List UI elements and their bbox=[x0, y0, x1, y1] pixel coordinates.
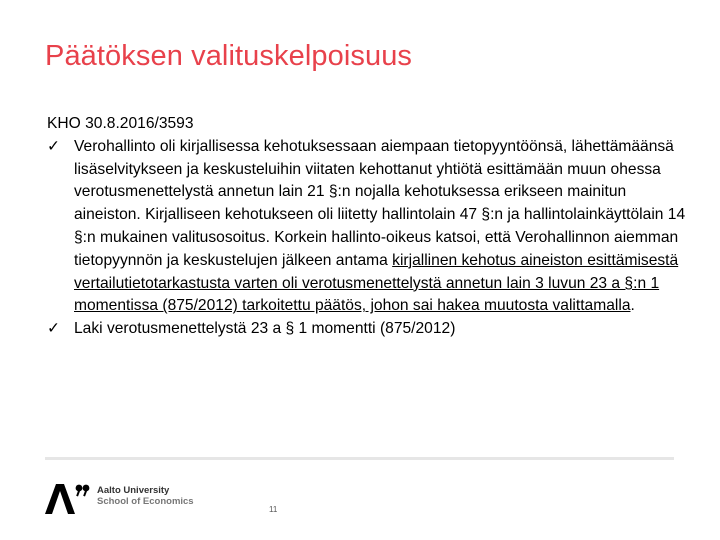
case-reference: KHO 30.8.2016/3593 bbox=[47, 115, 194, 132]
footer-divider bbox=[45, 457, 674, 460]
bullet-text-end: . bbox=[630, 297, 635, 315]
checkmark-icon: ✓ bbox=[47, 137, 61, 155]
bullet-item bbox=[47, 136, 687, 318]
university-name: Aalto University bbox=[97, 485, 170, 496]
bullet-text: Laki verotusmenettelystä 23 a § 1 momentti (875/2012) bbox=[74, 320, 456, 338]
slide-content bbox=[47, 113, 687, 341]
bullet-text: Verohallinto oli kirjallisessa kehotuksessaan aiempaan tietopyyntöönsä, lähettämäänsä lisäselvitykseen ja keskusteluihin viitaten kehottanut yhtiötä esittämään muun ohessa verotusmenettelystä annetun lain 21 §:n nojalla kehotuksessa erikseen mainitun aineiston. Kirjalliseen kehotukseen oli liitetty hallintolain 47 §:n ja hallintolainkäyttölain 14 §:n mukainen valitusosoitus. Korkein hallinto-oikeus katsoi, että Verohallinnon aiemman tietopyynnön ja keskustelujen jälkeen antama bbox=[74, 137, 686, 269]
aalto-logo-icon bbox=[45, 484, 90, 514]
checkmark-icon: ✓ bbox=[47, 320, 61, 338]
slide-title: Päätöksen valituskelpoisuus bbox=[45, 40, 413, 72]
bullet-item bbox=[47, 318, 687, 341]
school-name: School of Economics bbox=[97, 496, 194, 507]
page-number: 11 bbox=[269, 505, 278, 514]
bullet-text-underlined: kirjallinen kehotus aineiston esittämisestä vertailutietotarkastusta varten oli verotusmenettelystä annetun lain 3 luvun 23 a §:n 1 momentissa (875/2012) tarkoitettu päätös, johon sai hakea muutosta valittamalla bbox=[74, 251, 679, 315]
